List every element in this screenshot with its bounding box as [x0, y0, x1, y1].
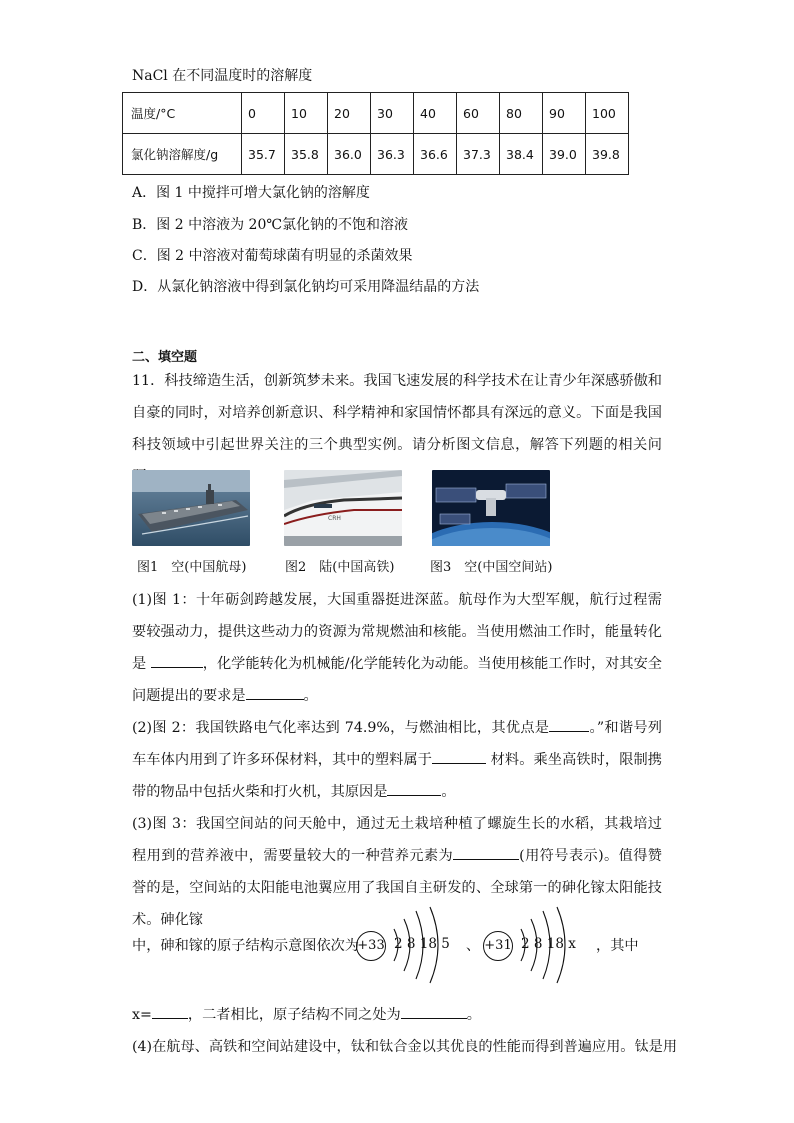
sub3-atom-line [132, 936, 359, 956]
sub3-final-line [132, 1004, 481, 1025]
svg-text:CRH: CRH [328, 515, 341, 522]
temp-cell: 30 [371, 93, 414, 134]
sub3-text-d: ，其中 [596, 938, 639, 954]
table-row [123, 134, 629, 175]
figure2-caption: 图2 陆(中国高铁) [285, 560, 395, 575]
sol-cell: 36.6 [414, 134, 457, 175]
sol-cell: 39.8 [586, 134, 629, 175]
sub3-text-e: x= [132, 1007, 152, 1023]
temp-cell: 0 [242, 93, 285, 134]
sub1-text-a: (1)图 1：十年砺剑跨越发展，大国重器挺进深蓝。航母作为大型军舰，航行过程需要较强动力，提供这些动力的资源为常规燃油和核能。当使用燃油工作时，能量转化是 [132, 592, 662, 672]
header-solubility: 氯化钠溶解度/g [123, 134, 242, 175]
sub2-text-b: 。”和谐号列车车体内用到了许多环保材料，其中的塑料属于 [132, 720, 662, 768]
arsenic-shell-electrons: 2 8 18 5 [394, 936, 450, 952]
answer-blank[interactable] [432, 749, 486, 764]
gallium-shell-electrons: 2 8 18 x [521, 936, 576, 952]
sol-cell: 39.0 [543, 134, 586, 175]
gallium-atom-diagram [483, 905, 579, 985]
sub3-text-a: (3)图 3：我国空间站的问天舱中，通过无土栽培种植了螺旋生长的水稻，其栽培过程用到的营养液中，需要量较大的一种营养元素为 [132, 816, 662, 864]
option-a: A．图 1 中搅拌可增大氯化钠的溶解度 [132, 185, 370, 201]
sol-cell: 36.0 [328, 134, 371, 175]
sub2-text-a: (2)图 2：我国铁路电气化率达到 74.9%，与燃油相比，其优点是 [132, 720, 550, 736]
temp-cell: 90 [543, 93, 586, 134]
subquestion-1 [132, 584, 662, 712]
sub2-text-d: 。 [441, 784, 456, 800]
table-row [123, 93, 629, 134]
figure1-caption: 图1 空(中国航母) [137, 560, 247, 575]
answer-blank[interactable] [549, 717, 589, 732]
aircraft-carrier-image [132, 470, 250, 546]
answer-blank[interactable] [152, 1004, 188, 1019]
sol-cell: 35.8 [285, 134, 328, 175]
arsenic-atom-diagram [356, 905, 452, 985]
high-speed-train-image [284, 470, 402, 546]
sub3-separator: 、 [466, 938, 480, 954]
subquestion-2 [132, 712, 662, 808]
header-temperature: 温度/°C [123, 93, 242, 134]
figure3-caption: 图3 空(中国空间站) [430, 560, 553, 575]
gallium-nucleus: +31 [483, 931, 513, 961]
answer-blank[interactable] [453, 845, 519, 860]
solubility-table [122, 92, 629, 175]
option-c: C．图 2 中溶液对葡萄球菌有明显的杀菌效果 [132, 248, 413, 264]
temp-cell: 20 [328, 93, 371, 134]
question-intro: 11．科技缔造生活，创新筑梦未来。我国飞速发展的科学技术在让青少年深感骄傲和自豪的同时，对培养创新意识、科学精神和家国情怀都具有深远的意义。下面是我国科技领域中引起世界关注的三个典型实例。请分析图文信息，解答下列题的相关问 [132, 373, 662, 453]
sub2-text-c: 材料。乘坐高铁时，限制携带的物品中包括火柴和打火机，其原因是 [132, 752, 662, 800]
sub3-text-g: 。 [466, 1007, 481, 1023]
temp-cell: 100 [586, 93, 629, 134]
sub3-text-f: ，二者相比，原子结构不同之处为 [187, 1007, 401, 1023]
sol-cell: 35.7 [242, 134, 285, 175]
section-title: 二、填空题 [132, 350, 198, 365]
answer-blank[interactable] [246, 685, 304, 700]
temp-cell: 40 [414, 93, 457, 134]
sol-cell: 37.3 [457, 134, 500, 175]
space-station-image [432, 470, 550, 546]
option-d: D．从氯化钠溶液中得到氯化钠均可采用降温结晶的方法 [132, 279, 480, 295]
sub3-text-b: (用符号表示)。值得赞誉的是，空间站的太阳能电池翼应用了我国自主研发的、全球第一的砷化镓太阳能技术。砷化镓 [132, 848, 662, 928]
temp-cell: 60 [457, 93, 500, 134]
option-b: B．图 2 中溶液为 20℃氯化钠的不饱和溶液 [132, 217, 409, 233]
temp-cell: 10 [285, 93, 328, 134]
sol-cell: 38.4 [500, 134, 543, 175]
sub1-text-c: 。 [303, 688, 318, 704]
answer-blank[interactable] [387, 781, 441, 796]
temp-cell: 80 [500, 93, 543, 134]
table-caption: NaCl 在不同温度时的溶解度 [132, 68, 313, 84]
sol-cell: 36.3 [371, 134, 414, 175]
sub3-text-c: 中，砷和镓的原子结构示意图依次为 [132, 938, 360, 954]
subquestion-4: (4)在航母、高铁和空间站建设中，钛和钛合金以其优良的性能而得到普遍应用。钛是用 [132, 1039, 678, 1055]
answer-blank[interactable] [151, 653, 203, 668]
sub1-text-b: ，化学能转化为机械能/化学能转化为动能。当使用核能工作时，对其安全问题提出的要求是 [132, 656, 662, 704]
answer-blank[interactable] [401, 1004, 467, 1019]
arsenic-nucleus: +33 [356, 931, 386, 961]
